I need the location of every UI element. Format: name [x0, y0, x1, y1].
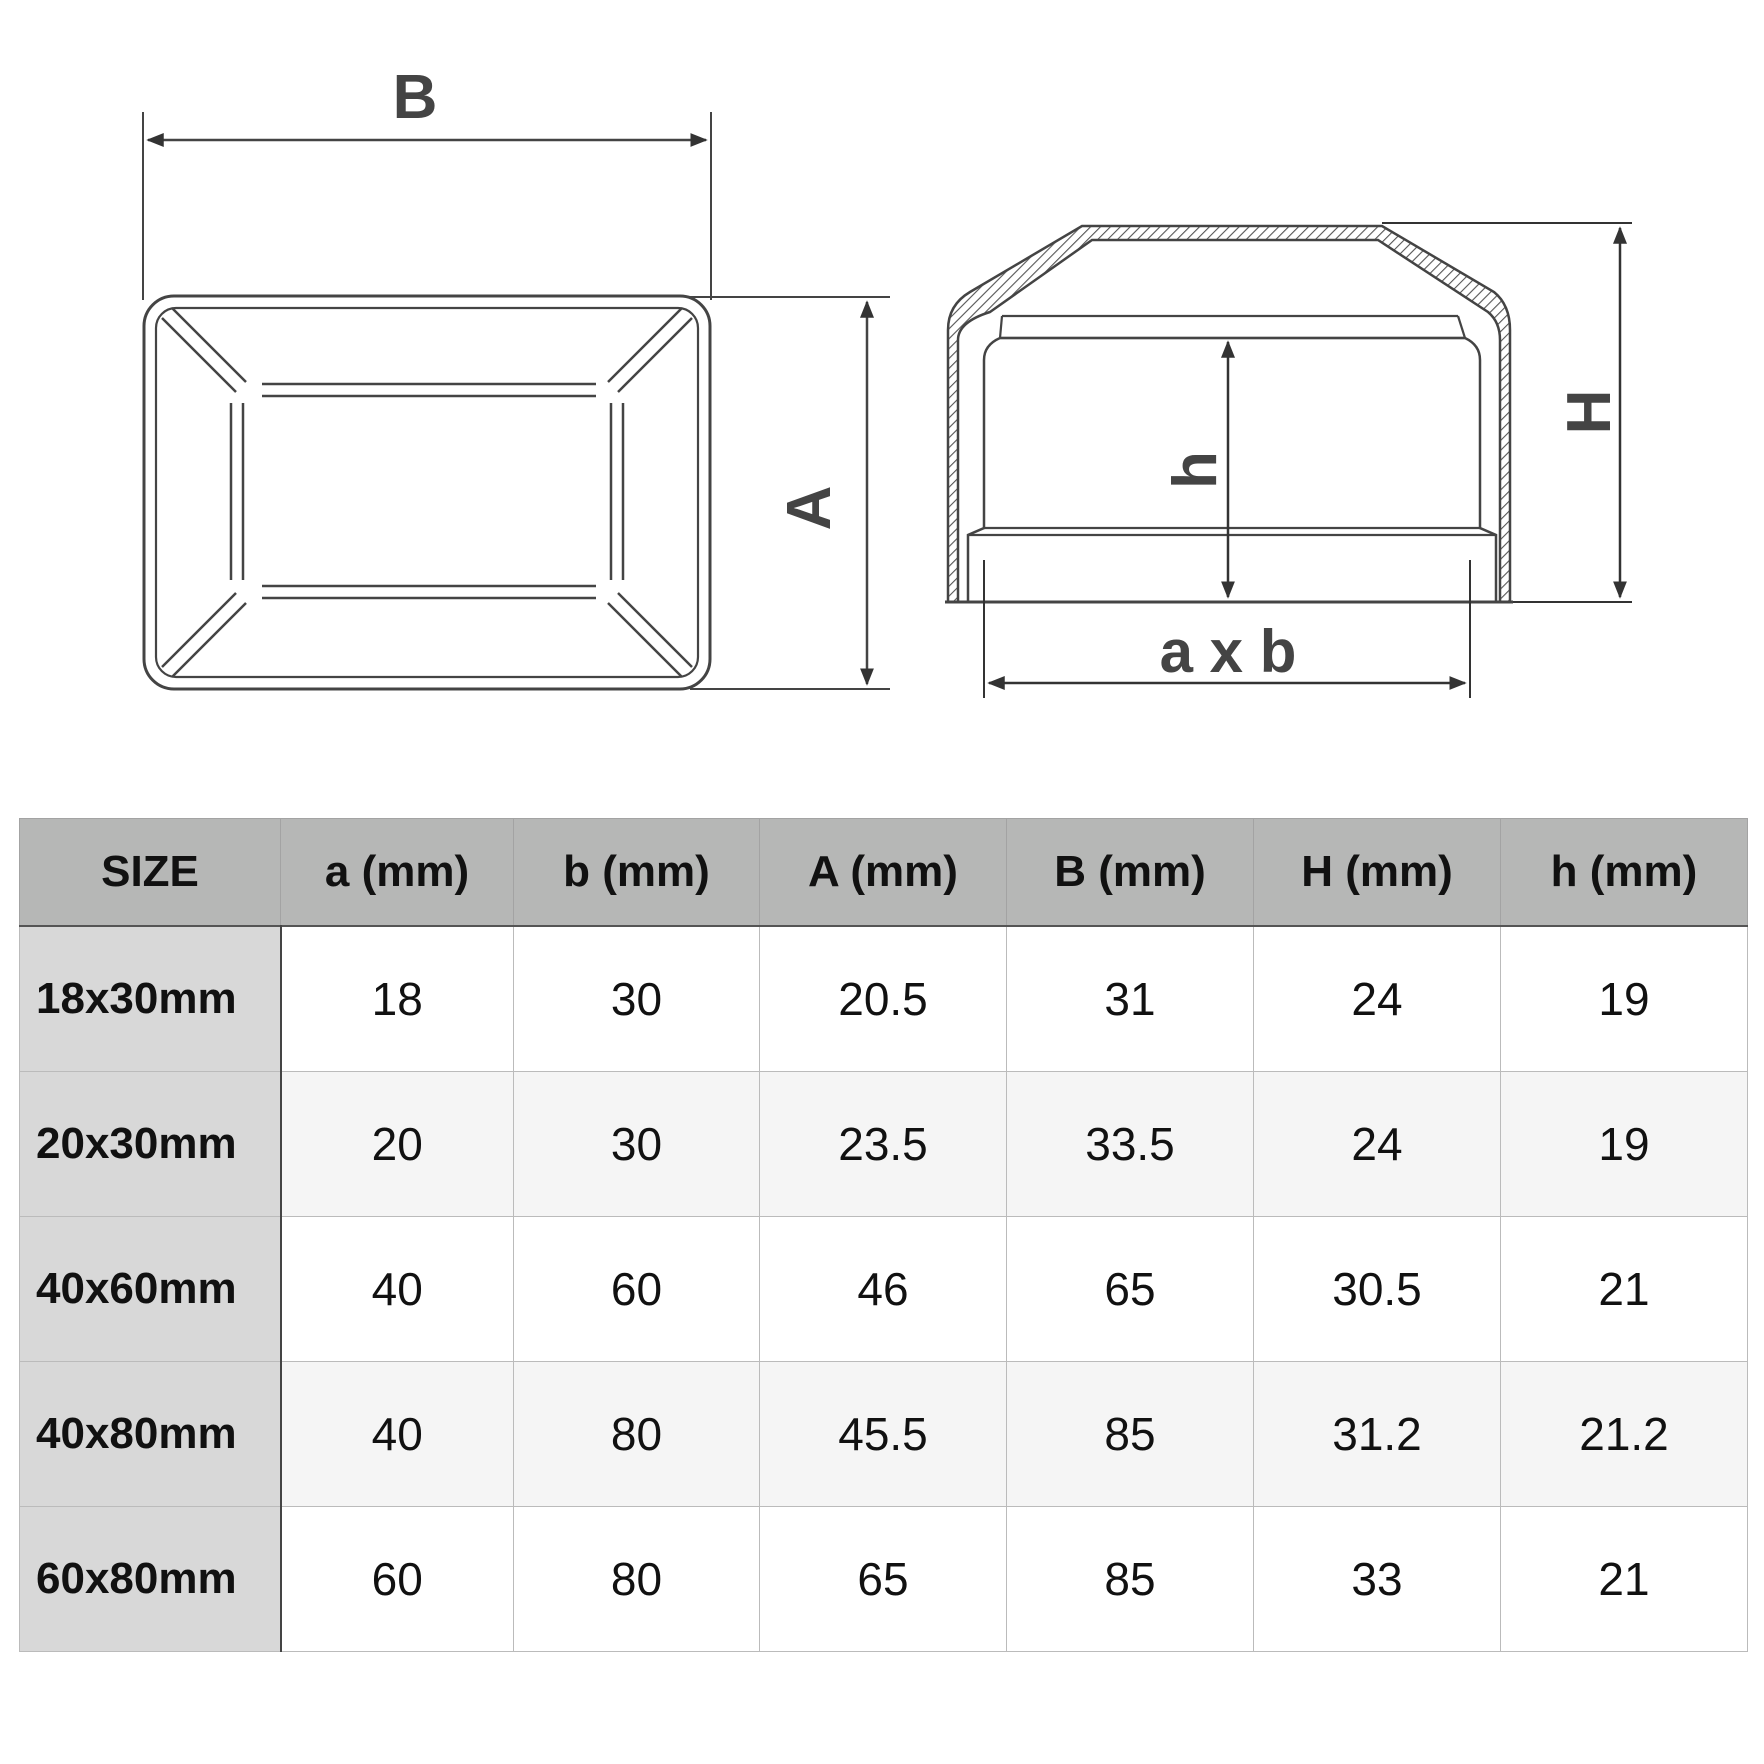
- cell-b: 30: [514, 1071, 760, 1216]
- cell-a: 40: [281, 1216, 514, 1361]
- label-a: A: [775, 485, 844, 531]
- row-size: 40x80mm: [20, 1361, 281, 1506]
- cell-a: 18: [281, 926, 514, 1071]
- cell-b-outer: 85: [1007, 1361, 1254, 1506]
- cell-b-outer: 33.5: [1007, 1071, 1254, 1216]
- header-size: SIZE: [20, 819, 281, 927]
- cell-h-outer: 31.2: [1254, 1361, 1501, 1506]
- cell-a: 20: [281, 1071, 514, 1216]
- table-row: [20, 1506, 1748, 1651]
- cell-h-outer: 24: [1254, 1071, 1501, 1216]
- cell-h-inner: 21: [1501, 1506, 1748, 1651]
- cell-h-inner: 21.2: [1501, 1361, 1748, 1506]
- cell-b: 30: [514, 926, 760, 1071]
- header-a-outer: A (mm): [760, 819, 1007, 927]
- table-header-row: [20, 819, 1748, 927]
- cell-a: 40: [281, 1361, 514, 1506]
- row-size: 20x30mm: [20, 1071, 281, 1216]
- cell-h-outer: 33: [1254, 1506, 1501, 1651]
- header-b: b (mm): [514, 819, 760, 927]
- table-row: [20, 926, 1748, 1071]
- cell-a-outer: 23.5: [760, 1071, 1007, 1216]
- technical-drawing: [0, 0, 1764, 780]
- dimensions-table: [19, 818, 1748, 1652]
- cell-a-outer: 65: [760, 1506, 1007, 1651]
- top-view: [143, 112, 890, 689]
- inner-recess: [231, 384, 623, 598]
- row-size: 60x80mm: [20, 1506, 281, 1651]
- row-size: 18x30mm: [20, 926, 281, 1071]
- cell-h-inner: 19: [1501, 926, 1748, 1071]
- cell-h-outer: 30.5: [1254, 1216, 1501, 1361]
- cell-h-inner: 19: [1501, 1071, 1748, 1216]
- label-b: B: [392, 63, 438, 132]
- cell-b-outer: 31: [1007, 926, 1254, 1071]
- table-row: [20, 1361, 1748, 1506]
- label-a-x-b: a x b: [1159, 618, 1297, 685]
- cell-b: 60: [514, 1216, 760, 1361]
- cell-b: 80: [514, 1361, 760, 1506]
- label-h-inner: h: [1161, 451, 1230, 489]
- header-a: a (mm): [281, 819, 514, 927]
- corner-ribs: [162, 308, 692, 677]
- top-view-outer-outline: [144, 296, 710, 689]
- header-h-inner: h (mm): [1501, 819, 1748, 927]
- header-h-outer: H (mm): [1254, 819, 1501, 927]
- cell-a-outer: 20.5: [760, 926, 1007, 1071]
- cell-b-outer: 85: [1007, 1506, 1254, 1651]
- label-h-outer: H: [1555, 389, 1624, 435]
- cell-h-outer: 24: [1254, 926, 1501, 1071]
- cell-b-outer: 65: [1007, 1216, 1254, 1361]
- top-view-inner-outline: [156, 308, 698, 677]
- table-row: [20, 1071, 1748, 1216]
- cell-a-outer: 45.5: [760, 1361, 1007, 1506]
- cell-b: 80: [514, 1506, 760, 1651]
- cell-a: 60: [281, 1506, 514, 1651]
- cell-a-outer: 46: [760, 1216, 1007, 1361]
- side-view-plug: [968, 338, 1496, 602]
- row-size: 40x60mm: [20, 1216, 281, 1361]
- table-row: [20, 1216, 1748, 1361]
- cell-h-inner: 21: [1501, 1216, 1748, 1361]
- header-b-outer: B (mm): [1007, 819, 1254, 927]
